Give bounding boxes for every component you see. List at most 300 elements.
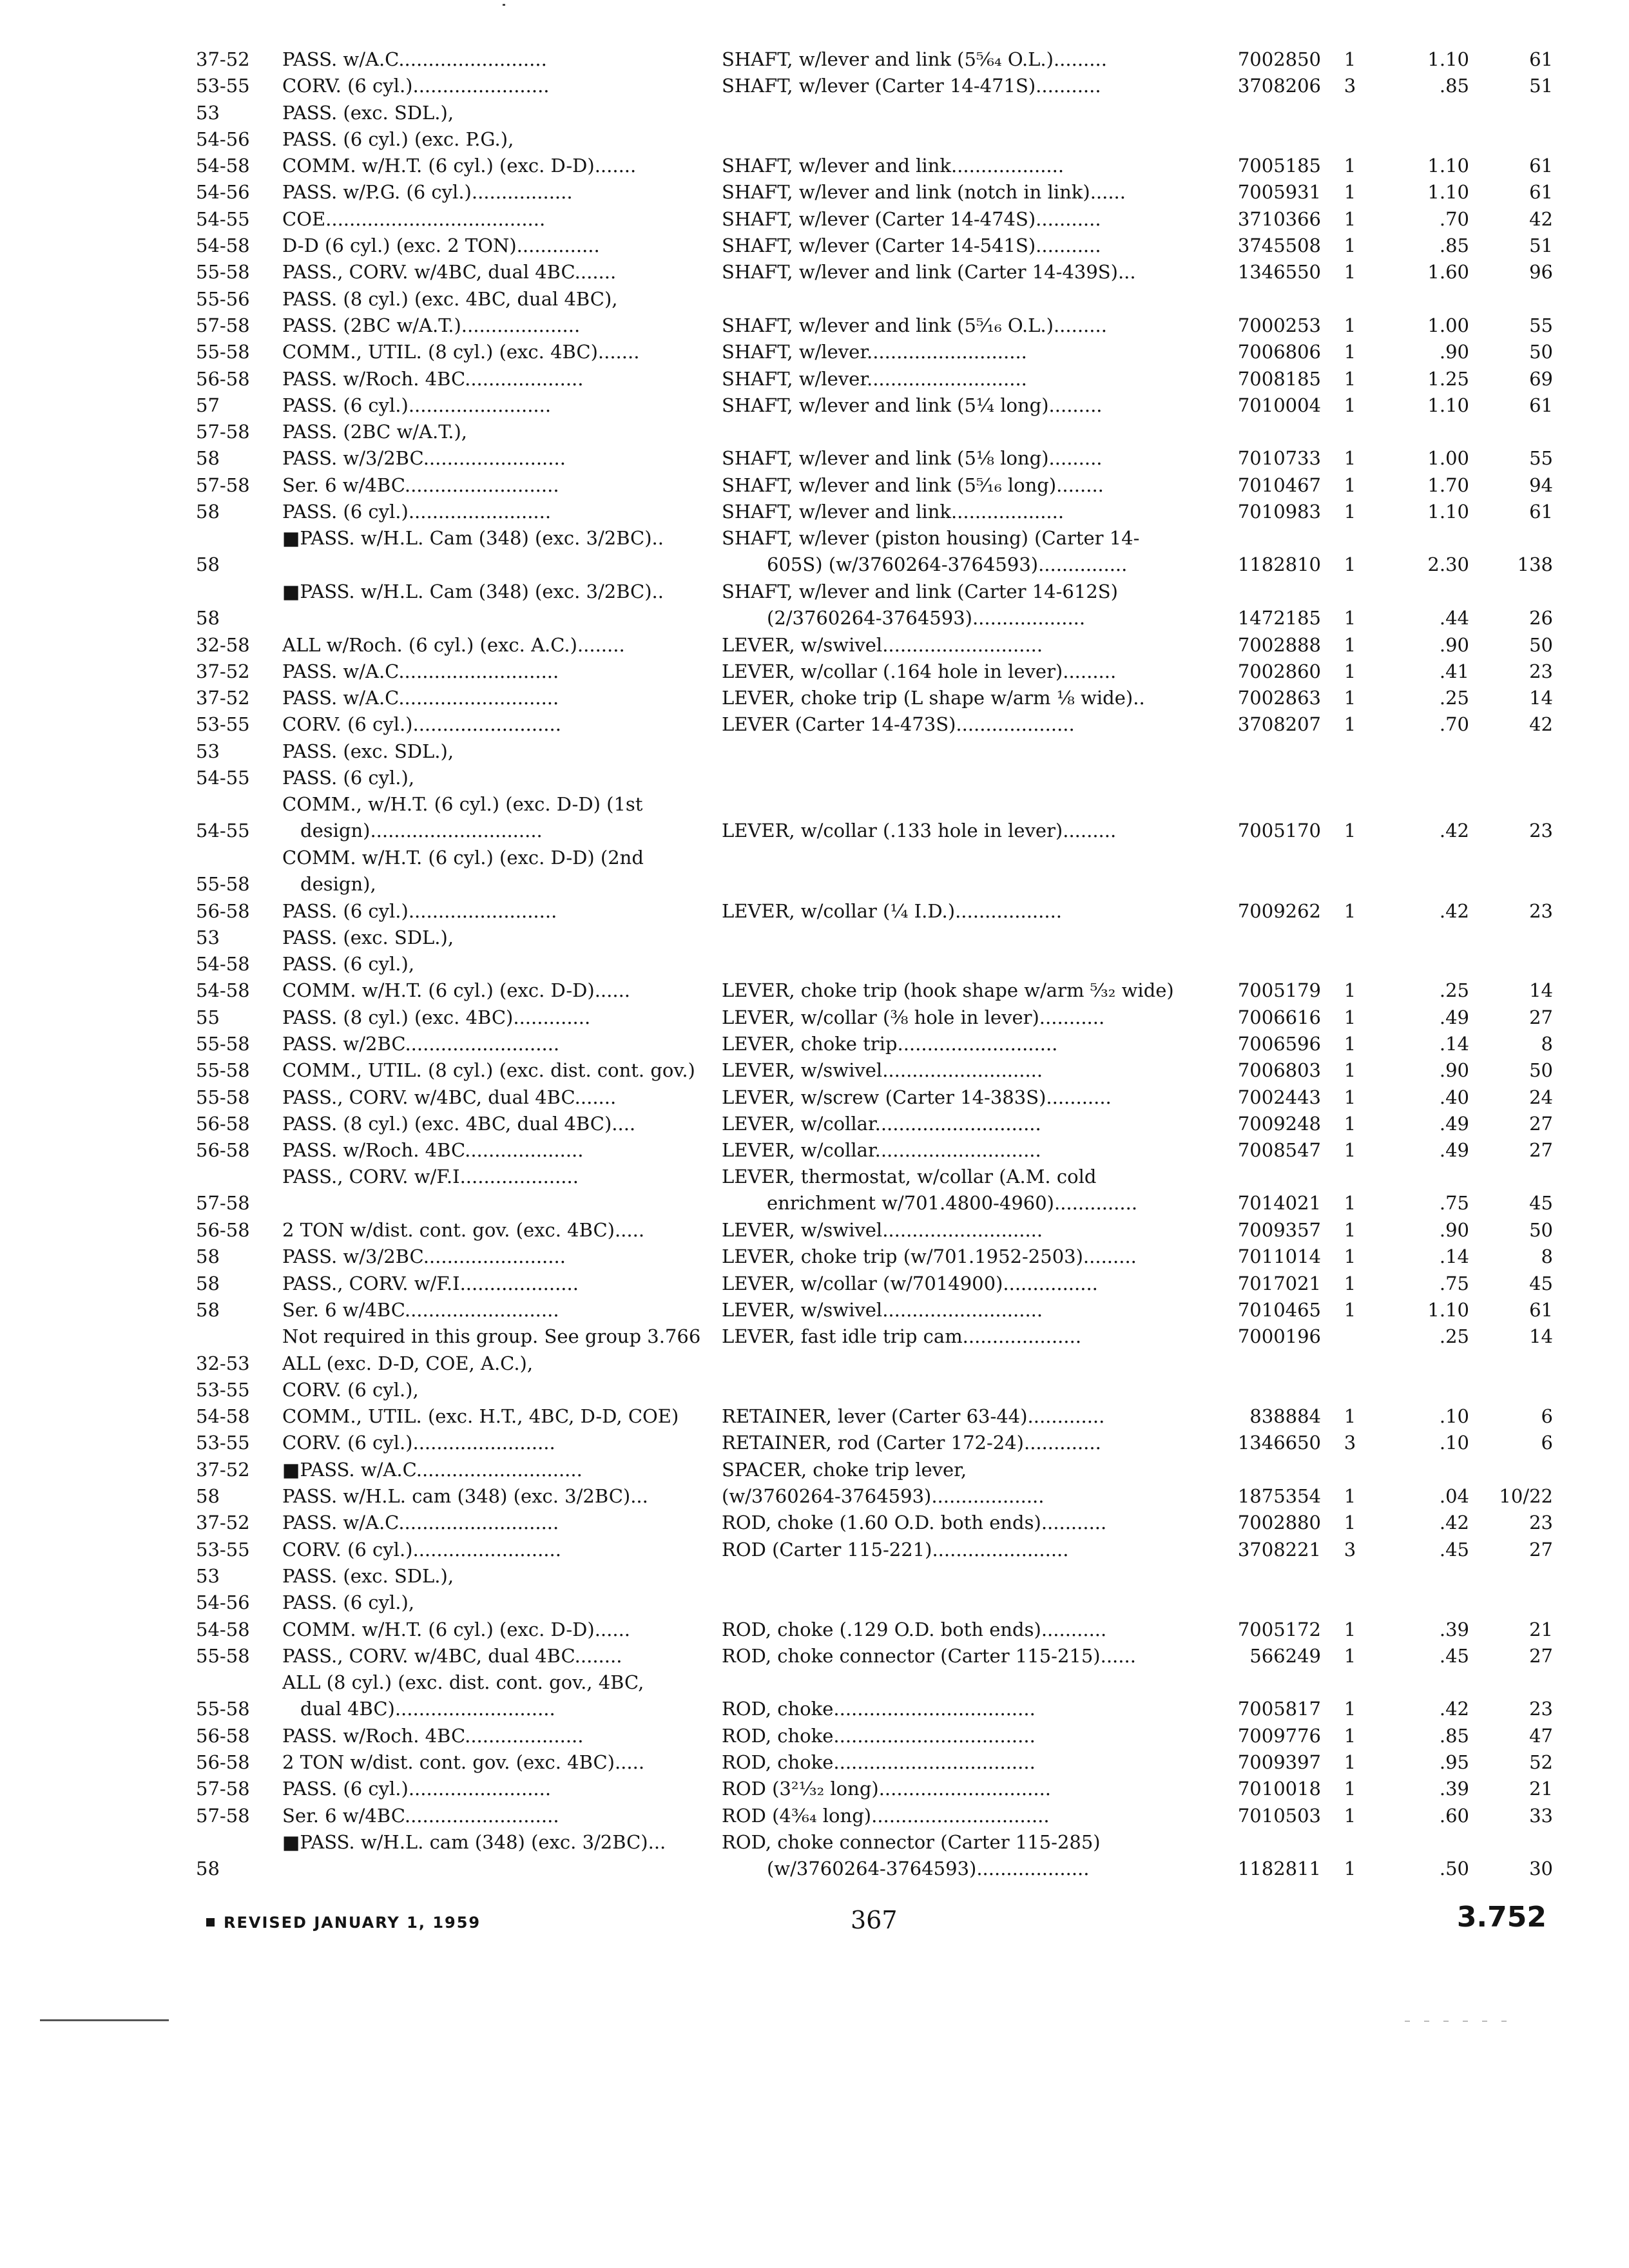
price-code: 23 [1529, 660, 1553, 682]
part-number: 7009357 [1237, 1219, 1321, 1242]
quantity: 1 [1344, 979, 1356, 1002]
list-price: .95 [1439, 1751, 1469, 1773]
page-footer [206, 1901, 1547, 1952]
table-row [187, 73, 1553, 99]
application: PASS. w/3/2BC........................ [282, 1245, 566, 1268]
application: PASS. w/P.G. (6 cyl.)................. [282, 181, 573, 204]
quantity: 1 [1344, 261, 1356, 284]
price-code: 55 [1529, 447, 1553, 470]
part-number: 7002860 [1237, 660, 1321, 682]
part-number: 1875354 [1237, 1485, 1321, 1508]
list-price: .44 [1439, 606, 1469, 629]
price-code: 14 [1529, 979, 1553, 1002]
list-price: .14 [1439, 1245, 1469, 1268]
description-line: (2/3760264-3764593)................... [767, 606, 1086, 629]
description: ROD, choke (1.60 O.D. both ends)........... [722, 1512, 1107, 1534]
price-code: 61 [1529, 181, 1553, 204]
price-code: 23 [1529, 1512, 1553, 1534]
description: LEVER, w/swivel........................... [722, 1298, 1043, 1321]
model-years: 37-52 [196, 1458, 250, 1481]
part-number: 7002863 [1237, 687, 1321, 709]
list-price: 1.00 [1427, 447, 1469, 470]
model-years: 58 [196, 606, 220, 629]
table-row [187, 1271, 1553, 1297]
price-code: 23 [1529, 899, 1553, 922]
price-code: 51 [1529, 235, 1553, 257]
part-number: 7009776 [1237, 1724, 1321, 1747]
description [722, 1164, 1201, 1216]
quantity: 1 [1344, 1857, 1356, 1879]
table-row [187, 1111, 1553, 1137]
part-number: 7006616 [1237, 1006, 1321, 1028]
application: COMM., UTIL. (8 cyl.) (exc. 4BC)....... [282, 341, 640, 363]
quantity: 1 [1344, 447, 1356, 470]
price-code: 27 [1529, 1644, 1553, 1667]
price-code: 6 [1541, 1405, 1553, 1428]
description-line [722, 1669, 1201, 1696]
list-price: .42 [1439, 1512, 1469, 1534]
application: D-D (6 cyl.) (exc. 2 TON).............. [282, 235, 600, 257]
list-price: 1.70 [1427, 474, 1469, 496]
application: CORV. (6 cyl.), [282, 1378, 419, 1401]
part-number: 7010467 [1237, 474, 1321, 496]
quantity: 1 [1344, 207, 1356, 230]
model-years: 53 [196, 101, 220, 124]
revision-bullet-icon [206, 1918, 215, 1927]
model-years: 55-56 [196, 287, 250, 310]
description: SHAFT, w/lever (Carter 14-541S)........... [722, 235, 1101, 257]
price-code: 42 [1529, 207, 1553, 230]
model-years: 54-58 [196, 1405, 250, 1428]
description: LEVER, choke trip (hook shape w/arm ⁵⁄₃₂ wide) [722, 979, 1174, 1002]
application-line: ALL (8 cyl.) (exc. dist. cont. gov., 4BC, [282, 1671, 644, 1694]
table-row [187, 1137, 1553, 1164]
model-years: 54-55 [196, 207, 250, 230]
application: PASS. w/3/2BC........................ [282, 447, 566, 470]
part-number: 7002443 [1237, 1086, 1321, 1108]
part-number: 566249 [1249, 1644, 1321, 1667]
model-years: 32-53 [196, 1352, 250, 1374]
page-number: 367 [851, 1906, 898, 1934]
price-code: 27 [1529, 1006, 1553, 1028]
description [722, 791, 1201, 844]
model-years: 55-58 [196, 1644, 250, 1667]
table-row [187, 472, 1553, 499]
model-years: 58 [196, 1272, 220, 1294]
application: PASS. (8 cyl.) (exc. 4BC, dual 4BC).... [282, 1112, 636, 1135]
part-number: 3708207 [1237, 713, 1321, 736]
part-number: 3745508 [1237, 235, 1321, 257]
table-row [187, 632, 1553, 658]
quantity: 1 [1344, 1086, 1356, 1108]
application: Ser. 6 w/4BC.......................... [282, 474, 559, 496]
application: PASS. (2BC w/A.T.), [282, 421, 468, 443]
table-row [187, 1643, 1553, 1669]
application: PASS. (6 cyl.), [282, 953, 415, 975]
application: PASS. w/H.L. cam (348) (exc. 3/2BC)... [282, 1485, 648, 1508]
table-row [187, 1829, 1553, 1883]
price-code: 30 [1529, 1857, 1553, 1879]
table-row [187, 1350, 1553, 1377]
description: SHAFT, w/lever and link................... [722, 501, 1065, 523]
application: COMM., UTIL. (exc. H.T., 4BC, D-D, COE) [282, 1405, 679, 1428]
table-row [187, 286, 1553, 312]
list-price: .04 [1439, 1485, 1469, 1508]
list-price: .49 [1439, 1006, 1469, 1028]
scan-mark [503, 4, 505, 6]
table-row [187, 1403, 1553, 1430]
part-number: 7011014 [1237, 1245, 1321, 1268]
table-row [187, 339, 1553, 365]
description-line: (w/3760264-3764593)................... [767, 1857, 1090, 1879]
part-number: 7002880 [1237, 1512, 1321, 1534]
table-row [187, 1803, 1553, 1829]
part-number: 7009248 [1237, 1112, 1321, 1135]
list-price: 1.10 [1427, 394, 1469, 416]
model-years: 53-55 [196, 1432, 250, 1454]
application: PASS. w/A.C........................... [282, 687, 559, 709]
quantity: 3 [1344, 1432, 1356, 1454]
model-years: 58 [196, 1298, 220, 1321]
model-years: 58 [196, 1485, 220, 1508]
table-row [187, 419, 1553, 445]
description: SHAFT, w/lever and link (Carter 14-439S)... [722, 261, 1136, 284]
quantity: 1 [1344, 713, 1356, 736]
application: PASS. w/Roch. 4BC.................... [282, 1139, 584, 1162]
application: PASS., CORV. w/4BC, dual 4BC....... [282, 1086, 617, 1108]
description: ROD (Carter 115-221)....................... [722, 1538, 1069, 1561]
price-code: 14 [1529, 687, 1553, 709]
part-number: 1472185 [1237, 606, 1321, 629]
price-code: 42 [1529, 713, 1553, 736]
table-row [187, 1244, 1553, 1270]
description: LEVER, w/collar (⅜ hole in lever)........... [722, 1006, 1105, 1028]
model-years: 55-58 [196, 1086, 250, 1108]
part-number: 3708206 [1237, 75, 1321, 97]
description: SHAFT, w/lever and link (5⁵⁄₁₆ long)........ [722, 474, 1104, 496]
list-price: .45 [1439, 1538, 1469, 1561]
quantity: 1 [1344, 1485, 1356, 1508]
quantity: 1 [1344, 1751, 1356, 1773]
application: PASS. (2BC w/A.T.).................... [282, 314, 581, 336]
application-line: design), [300, 872, 376, 895]
list-price: .42 [1439, 899, 1469, 922]
price-code: 61 [1529, 48, 1553, 70]
description-line: enrichment w/701.4800-4960).............. [767, 1192, 1138, 1215]
price-code: 47 [1529, 1724, 1553, 1747]
model-years: 37-52 [196, 1512, 250, 1534]
list-price: 1.10 [1427, 1298, 1469, 1321]
description-line: LEVER, w/collar (.133 hole in lever)......... [722, 820, 1117, 842]
price-code: 50 [1529, 1059, 1553, 1082]
description: ROD, choke connector (Carter 115-215)...... [722, 1644, 1136, 1667]
list-price: .42 [1439, 820, 1469, 842]
application: PASS. (8 cyl.) (exc. 4BC)............. [282, 1006, 591, 1028]
description-line [722, 845, 1201, 871]
quantity: 1 [1344, 181, 1356, 204]
part-number: 3708221 [1237, 1538, 1321, 1561]
model-years: 57 [196, 394, 220, 416]
model-years: 37-52 [196, 48, 250, 70]
table-row [187, 126, 1553, 153]
model-years: 54-58 [196, 235, 250, 257]
quantity: 1 [1344, 687, 1356, 709]
model-years: 54-58 [196, 979, 250, 1002]
quantity: 1 [1344, 314, 1356, 336]
application: PASS. (6 cyl.), [282, 1591, 415, 1614]
description: LEVER, w/screw (Carter 14-383S)........... [722, 1086, 1112, 1108]
description: ROD, choke.................................. [722, 1751, 1036, 1773]
model-years: 53-55 [196, 1378, 250, 1401]
model-years: 54-56 [196, 128, 250, 150]
description: (w/3760264-3764593)................... [722, 1485, 1045, 1508]
table-row [187, 312, 1553, 339]
model-years: 55-58 [196, 1032, 250, 1055]
list-price: .25 [1439, 979, 1469, 1002]
part-number: 7010983 [1237, 501, 1321, 523]
description-line [722, 871, 1201, 898]
model-years: 53-55 [196, 75, 250, 97]
list-price: .10 [1439, 1405, 1469, 1428]
description: LEVER, choke trip (w/701.1952-2503)......... [722, 1245, 1137, 1268]
quantity: 1 [1344, 474, 1356, 496]
model-years: 37-52 [196, 687, 250, 709]
table-row [187, 1537, 1553, 1563]
list-price: .90 [1439, 341, 1469, 363]
list-price: .90 [1439, 1059, 1469, 1082]
quantity: 1 [1344, 820, 1356, 842]
description: LEVER, w/collar (.164 hole in lever)......... [722, 660, 1117, 682]
part-number: 7006806 [1237, 341, 1321, 363]
part-number: 7005172 [1237, 1618, 1321, 1640]
application-line: COMM. w/H.T. (6 cyl.) (exc. D-D) (2nd [282, 846, 644, 869]
part-number: 7009262 [1237, 899, 1321, 922]
table-row [187, 1323, 1553, 1350]
description: LEVER, w/swivel........................... [722, 1059, 1043, 1082]
price-code: 61 [1529, 1298, 1553, 1321]
list-price: 2.30 [1427, 553, 1469, 576]
application: PASS. w/A.C......................... [282, 48, 547, 70]
table-row [187, 179, 1553, 206]
quantity: 1 [1344, 660, 1356, 682]
model-years: 55-58 [196, 1059, 250, 1082]
table-row [187, 765, 1553, 791]
table-row [187, 525, 1553, 579]
price-code: 21 [1529, 1618, 1553, 1640]
list-price: .49 [1439, 1139, 1469, 1162]
table-row [187, 1749, 1553, 1776]
section-number: 3.752 [1456, 1901, 1547, 1934]
model-years: 58 [196, 447, 220, 470]
description: SHAFT, w/lever and link (5¼ long)......... [722, 394, 1103, 416]
quantity: 1 [1344, 1778, 1356, 1800]
quantity: 1 [1344, 606, 1356, 629]
part-number: 7002888 [1237, 633, 1321, 656]
list-price: .75 [1439, 1272, 1469, 1294]
quantity: 1 [1344, 1032, 1356, 1055]
application: Not required in this group. See group 3.766 [282, 1325, 701, 1348]
table-row [187, 1377, 1553, 1403]
list-price: 1.60 [1427, 261, 1469, 284]
application: PASS. w/A.C........................... [282, 1512, 559, 1534]
model-years: 56-58 [196, 1139, 250, 1162]
description: LEVER, w/collar (w/7014900)................ [722, 1272, 1098, 1294]
application: PASS., CORV. w/F.I.................... [282, 1272, 579, 1294]
table-row [187, 791, 1553, 845]
application: 2 TON w/dist. cont. gov. (exc. 4BC)..... [282, 1751, 645, 1773]
model-years: 56-58 [196, 1724, 250, 1747]
price-code: 61 [1529, 155, 1553, 177]
quantity: 1 [1344, 553, 1356, 576]
quantity: 1 [1344, 1698, 1356, 1720]
model-years: 56-58 [196, 1751, 250, 1773]
application-line: PASS., CORV. w/F.I.................... [282, 1166, 579, 1188]
model-years: 54-55 [196, 767, 250, 789]
description: ROD, choke.................................. [722, 1724, 1036, 1747]
model-years: 57-58 [196, 1778, 250, 1800]
model-years: 53 [196, 740, 220, 762]
quantity: 1 [1344, 394, 1356, 416]
description: SHAFT, w/lever and link (5⅛ long)......... [722, 447, 1103, 470]
application: CORV. (6 cyl.)......................... [282, 1538, 561, 1561]
list-price: .45 [1439, 1644, 1469, 1667]
table-row [187, 711, 1553, 738]
application: PASS. w/2BC.......................... [282, 1032, 560, 1055]
model-years: 58 [196, 1857, 220, 1879]
description [722, 845, 1201, 898]
application: PASS. w/Roch. 4BC.................... [282, 367, 584, 390]
application: PASS. (6 cyl.), [282, 767, 415, 789]
quantity: 1 [1344, 235, 1356, 257]
model-years: 57-58 [196, 1192, 250, 1215]
table-row [187, 951, 1553, 977]
part-number: 1346650 [1237, 1432, 1321, 1454]
revision-text: REVISED JANUARY 1, 1959 [224, 1914, 481, 1932]
model-years: 57-58 [196, 314, 250, 336]
model-years: 37-52 [196, 660, 250, 682]
price-code: 10/22 [1499, 1485, 1553, 1508]
table-row [187, 1563, 1553, 1590]
price-code: 50 [1529, 1219, 1553, 1242]
price-code: 138 [1517, 553, 1553, 576]
list-price: .70 [1439, 713, 1469, 736]
quantity: 1 [1344, 155, 1356, 177]
list-price: .85 [1439, 75, 1469, 97]
price-code: 27 [1529, 1139, 1553, 1162]
quantity: 1 [1344, 1272, 1356, 1294]
price-code: 27 [1529, 1538, 1553, 1561]
quantity: 1 [1344, 48, 1356, 70]
application: PASS. (6 cyl.)........................ [282, 394, 552, 416]
description-line: 605S) (w/3760264-3764593)............... [767, 553, 1128, 576]
application: PASS. (6 cyl.) (exc. P.G.), [282, 128, 514, 150]
list-price: 1.00 [1427, 314, 1469, 336]
part-number: 7005170 [1237, 820, 1321, 842]
table-row [187, 1084, 1553, 1111]
application: ALL (exc. D-D, COE, A.C.), [282, 1352, 534, 1374]
table-row [187, 977, 1553, 1004]
part-number: 1182811 [1237, 1857, 1321, 1879]
table-row [187, 100, 1553, 126]
description: ROD (4³⁄₆₄ long).............................. [722, 1804, 1050, 1827]
quantity: 1 [1344, 1644, 1356, 1667]
description [722, 525, 1201, 578]
quantity: 1 [1344, 1724, 1356, 1747]
table-row [187, 898, 1553, 925]
list-price: .90 [1439, 633, 1469, 656]
model-years: 54-58 [196, 953, 250, 975]
quantity: 1 [1344, 367, 1356, 390]
table-row [187, 259, 1553, 285]
description: ROD, choke (.129 O.D. both ends)........... [722, 1618, 1107, 1640]
quantity: 1 [1344, 633, 1356, 656]
price-code: 8 [1541, 1245, 1553, 1268]
table-row [187, 1776, 1553, 1802]
price-code: 33 [1529, 1804, 1553, 1827]
model-years: 54-56 [196, 181, 250, 204]
table-row [187, 499, 1553, 525]
table-row [187, 1457, 1553, 1483]
description: RETAINER, lever (Carter 63-44)............. [722, 1405, 1105, 1428]
application-line: ■PASS. w/H.L. Cam (348) (exc. 3/2BC).. [282, 527, 664, 550]
list-price: .41 [1439, 660, 1469, 682]
model-years: 56-58 [196, 1112, 250, 1135]
list-price: .14 [1439, 1032, 1469, 1055]
part-number: 7006803 [1237, 1059, 1321, 1082]
application: PASS., CORV. w/4BC, dual 4BC....... [282, 261, 617, 284]
price-code: 50 [1529, 341, 1553, 363]
table-row [187, 1297, 1553, 1323]
application: PASS. (exc. SDL.), [282, 1564, 454, 1587]
description: LEVER, fast idle trip cam.................... [722, 1325, 1082, 1348]
model-years: 32-58 [196, 633, 250, 656]
table-row [187, 1057, 1553, 1084]
description: LEVER, w/collar............................ [722, 1139, 1041, 1162]
price-code: 6 [1541, 1432, 1553, 1454]
part-number: 7010004 [1237, 394, 1321, 416]
table-row [187, 206, 1553, 233]
list-price: 1.10 [1427, 155, 1469, 177]
application-line: dual 4BC)........................... [300, 1698, 555, 1720]
table-row [187, 845, 1553, 898]
model-years: 55 [196, 1006, 220, 1028]
part-number: 7000253 [1237, 314, 1321, 336]
list-price: 1.10 [1427, 181, 1469, 204]
table-row [187, 1217, 1553, 1244]
price-code: 55 [1529, 314, 1553, 336]
description: SHAFT, w/lever and link (5⁵⁄₆₄ O.L.)......... [722, 48, 1107, 70]
application: PASS. (6 cyl.)........................ [282, 1778, 552, 1800]
model-years: 57-58 [196, 1804, 250, 1827]
model-years: 54-55 [196, 820, 250, 842]
price-code: 96 [1529, 261, 1553, 284]
model-years: 53-55 [196, 713, 250, 736]
description: LEVER (Carter 14-473S).................... [722, 713, 1075, 736]
price-code: 94 [1529, 474, 1553, 496]
quantity: 1 [1344, 1512, 1356, 1534]
part-number: 7005185 [1237, 155, 1321, 177]
model-years: 54-58 [196, 1618, 250, 1640]
table-row [187, 1164, 1553, 1217]
table-row [187, 1510, 1553, 1536]
application: PASS. (exc. SDL.), [282, 926, 454, 948]
quantity: 3 [1344, 1538, 1356, 1561]
part-number: 7006596 [1237, 1032, 1321, 1055]
part-number: 7014021 [1237, 1192, 1321, 1215]
quantity: 1 [1344, 1245, 1356, 1268]
description-line: LEVER, thermostat, w/collar (A.M. cold [722, 1166, 1097, 1188]
model-years: 58 [196, 501, 220, 523]
